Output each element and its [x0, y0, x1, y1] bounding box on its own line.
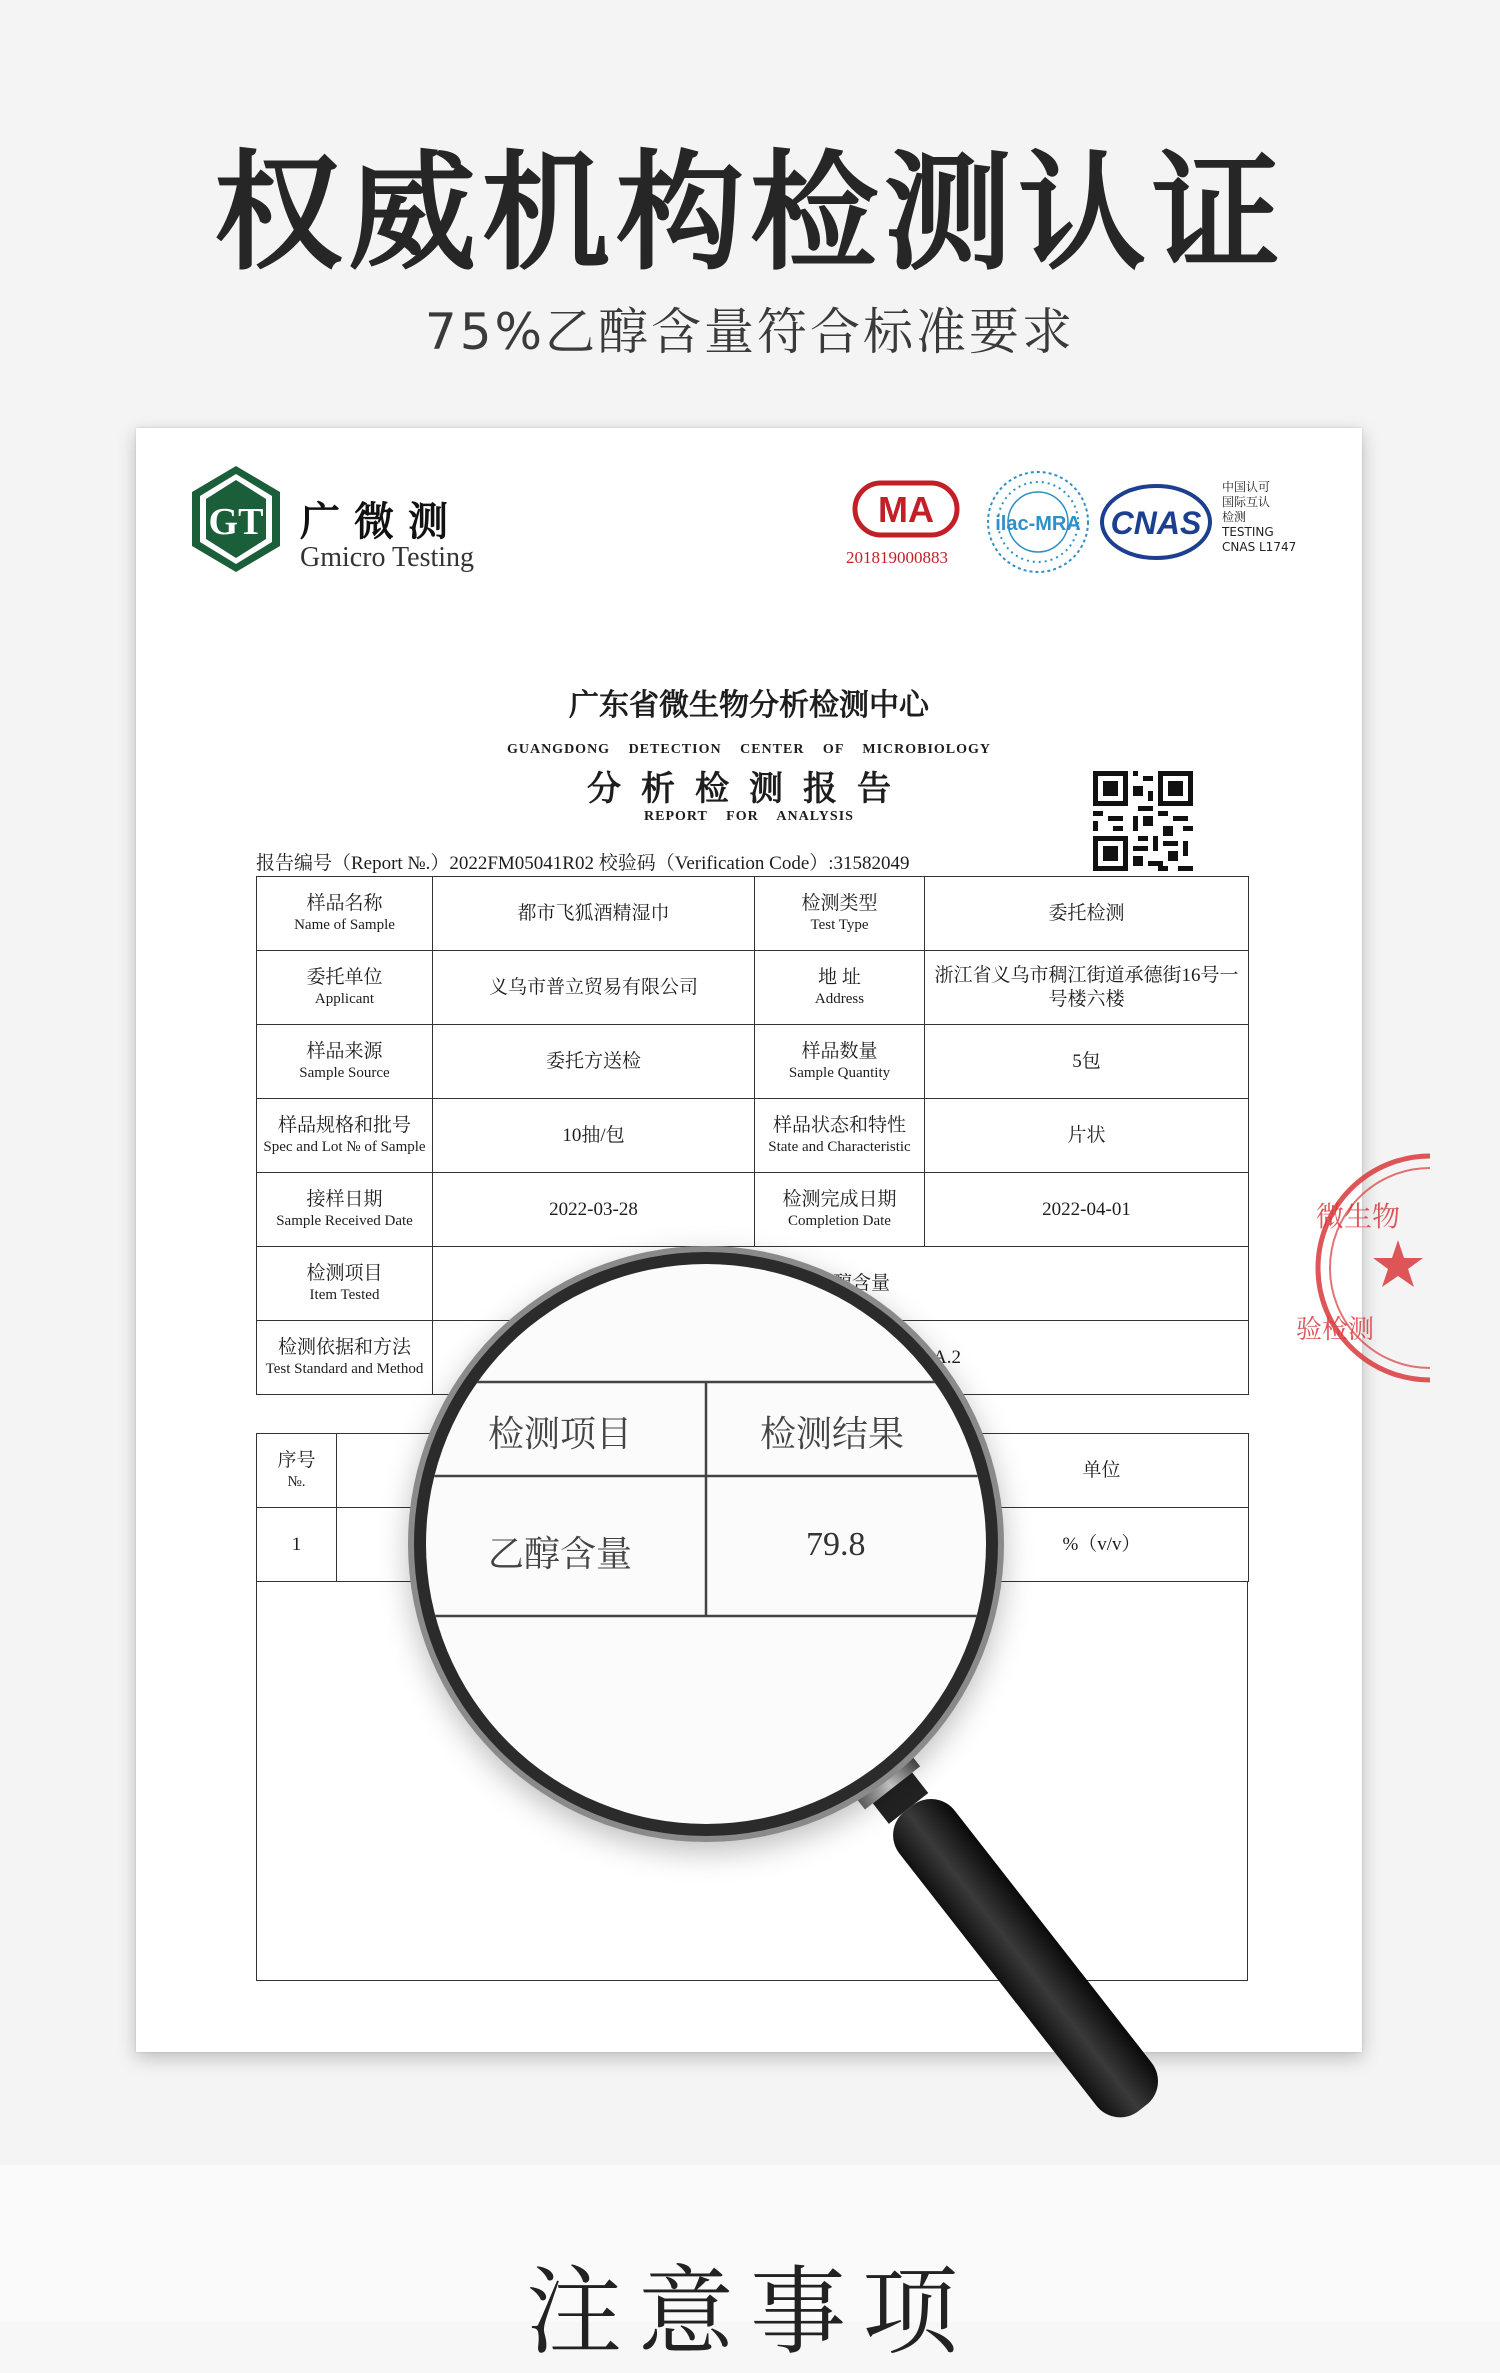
row-number: 1 — [257, 1508, 337, 1582]
svg-text:验检测: 验检测 — [1296, 1315, 1375, 1345]
received-date: 2022-03-28 — [433, 1173, 755, 1247]
lens-row-item: 乙醇含量 — [488, 1534, 633, 1575]
unit-header: 单位 — [955, 1434, 1249, 1508]
table-row: 检测项目 Item Tested 醇含量 — [257, 1247, 1249, 1321]
cnas-caption: 中国认可 国际互认 检测 TESTING CNAS L1747 — [1222, 480, 1297, 554]
svg-text:CNAS: CNAS — [1110, 505, 1202, 541]
report-title-cn: 分析检测报告 — [587, 769, 911, 809]
table-row: 接样日期 Sample Received Date 2022-03-28 检测完成日期 Completion Date 2022-04-01 — [257, 1173, 1249, 1247]
lens-col-item: 检测项目 — [488, 1414, 633, 1455]
sample-source: 委托方送检 — [433, 1025, 755, 1099]
page-subtitle: 75%乙醇含量符合标准要求 — [424, 303, 1076, 361]
spec-lot: 10抽/包 — [433, 1099, 755, 1173]
test-type: 委托检测 — [925, 877, 1249, 951]
sample-quantity: 5包 — [925, 1025, 1249, 1099]
section-title: 注意事项 — [526, 2256, 974, 2368]
red-seal-stamp — [1280, 1148, 1430, 1388]
table-row: 样品名称 Name of Sample 都市飞狐酒精湿巾 检测类型 Test Type 委托检测 — [257, 877, 1249, 951]
gmicro-logo-icon — [190, 464, 282, 574]
table-row: 检测依据和方法 Test Standard and Method A.2 — [257, 1321, 1249, 1395]
lens-row-result: 79.8 — [806, 1526, 866, 1563]
cnas-icon — [1100, 484, 1212, 560]
ilac-mra-icon — [984, 468, 1092, 576]
org-name-en: GUANGDONG DETECTION CENTER OF MICROBIOLOGY — [506, 742, 992, 757]
row-unit: %（v/v） — [955, 1508, 1249, 1582]
cma-mark-icon — [852, 480, 960, 538]
svg-text:微生物: 微生物 — [1316, 1200, 1401, 1233]
table-row: 序号 №. 单位 — [257, 1434, 1249, 1508]
logo-name-en: Gmicro Testing — [300, 542, 475, 573]
test-standard: A.2 — [433, 1321, 1249, 1395]
table-row: 样品规格和批号 Spec and Lot № of Sample 10抽/包 样品状态和特性 State and Characteristic 片状 — [257, 1099, 1249, 1173]
svg-text:GT: GT — [208, 501, 264, 543]
page-title: 权威机构检测认证 — [213, 139, 1286, 288]
lens-col-result: 检测结果 — [760, 1414, 905, 1455]
logo-name-cn: 广微测 — [300, 499, 462, 545]
applicant: 义乌市普立贸易有限公司 — [433, 951, 755, 1025]
magnifier-lens — [426, 1264, 986, 1824]
sample-state: 片状 — [925, 1099, 1249, 1173]
svg-text:MA: MA — [878, 489, 934, 530]
sample-name: 都市飞狐酒精湿巾 — [433, 877, 755, 951]
completion-date: 2022-04-01 — [925, 1173, 1249, 1247]
qr-code-icon — [1088, 766, 1198, 876]
table-row: 样品来源 Sample Source 委托方送检 样品数量 Sample Quantity 5包 — [257, 1025, 1249, 1099]
address: 浙江省义乌市稠江街道承德街16号一号楼六楼 — [925, 951, 1249, 1025]
item-tested: 醇含量 — [433, 1247, 1249, 1321]
cma-number: 201819000883 — [846, 548, 948, 567]
org-name-cn: 广东省微生物分析检测中心 — [569, 688, 929, 723]
report-title-en: REPORT FOR ANALYSIS — [644, 809, 854, 824]
table-row: 委托单位 Applicant 义乌市普立贸易有限公司 地 址 Address 浙江省义乌市稠江街道承德街16号一号楼六楼 — [257, 951, 1249, 1025]
report-number-line: 报告编号（Report №.）2022FM05041R02 校验码（Verification Code）:31582049 — [256, 853, 910, 874]
svg-text:ilac-MRA: ilac-MRA — [995, 513, 1081, 535]
